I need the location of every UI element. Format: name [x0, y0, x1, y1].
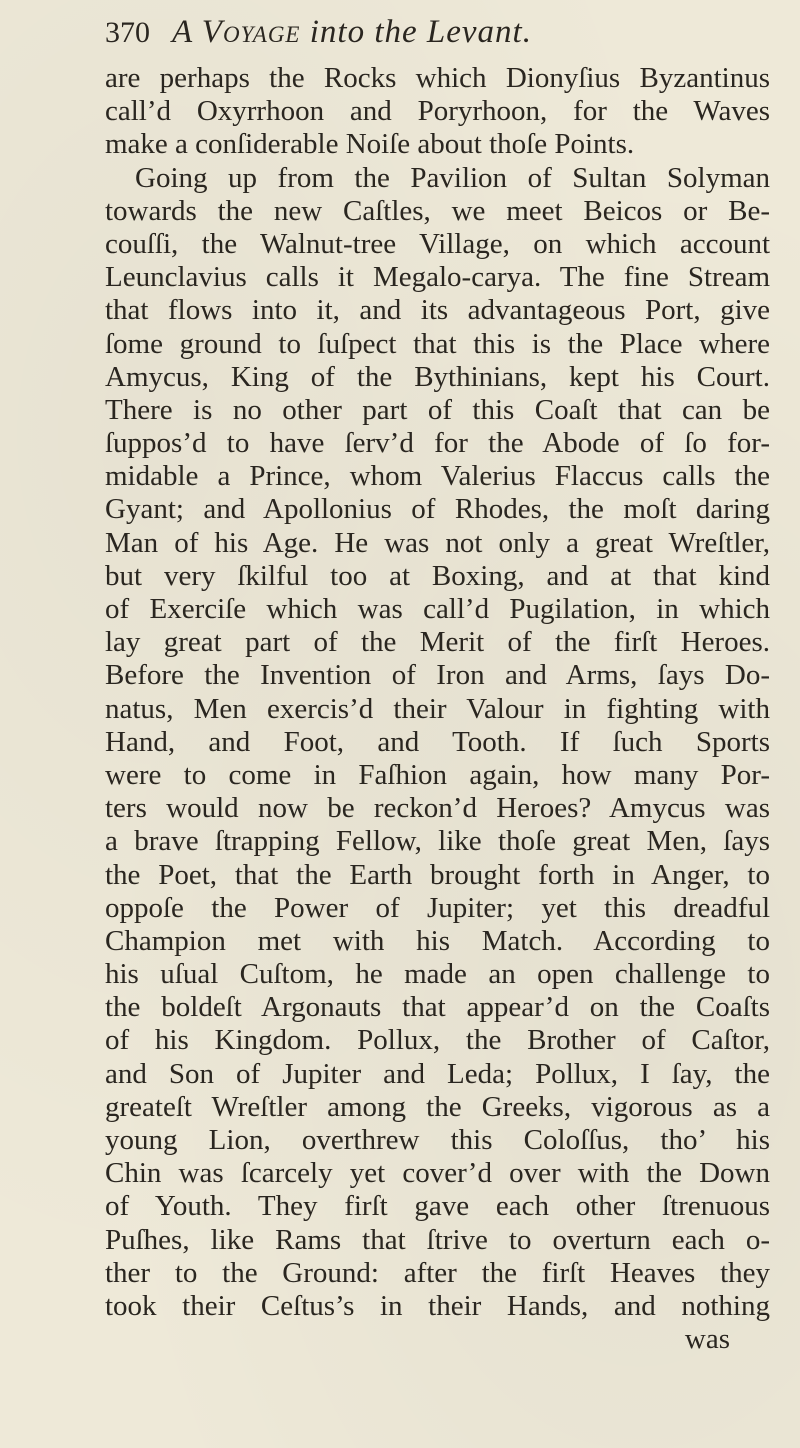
text-line: Man of his Age. He was not only a great Wreſtler, — [105, 526, 770, 559]
text-line: of Youth. They firſt gave each other ſtrenuous — [105, 1190, 770, 1223]
running-title-start: A Voyage — [172, 14, 301, 50]
text-line: Going up from the Pavilion of Sultan Solyman — [135, 161, 770, 194]
text-line: are perhaps the Rocks which Dionyſius Byzantinus — [105, 62, 770, 94]
text-line: ſome ground to ſuſpect that this is the Place where — [105, 327, 770, 360]
running-title-end: into the Levant. — [309, 14, 532, 50]
text-line: took their Ceſtus’s in their Hands, and nothing — [105, 1289, 770, 1322]
text-line: make a conſiderable Noiſe about thoſe Points. — [105, 128, 635, 161]
text-line: lay great part of the Merit of the firſt Heroes. — [105, 626, 770, 659]
text-line: and Son of Jupiter and Leda; Pollux, I ſay, the — [105, 1057, 770, 1090]
body-text — [105, 62, 770, 1323]
text-line: greateſt Wreſtler among the Greeks, vigorous as a — [105, 1090, 770, 1123]
text-line: Amycus, King of the Bythinians, kept his Court. — [105, 360, 770, 393]
text-line: call’d Oxyrrhoon and Poryrhoon, for the Waves — [105, 95, 770, 128]
running-head — [105, 14, 770, 58]
text-line: Champion met with his Match. According to — [105, 924, 770, 957]
text-line: midable a Prince, whom Valerius Flaccus calls the — [105, 460, 770, 493]
text-line: of Exerciſe which was call’d Pugilation, in which — [105, 593, 770, 625]
text-line: the Poet, that the Earth brought forth in Anger, to — [105, 858, 770, 891]
text-line: ters would now be reckon’d Heroes? Amycus was — [105, 792, 770, 825]
text-line: a brave ſtrapping Fellow, like thoſe great Men, ſays — [105, 825, 770, 858]
text-line: Hand, and Foot, and Tooth. If ſuch Sports — [105, 725, 770, 758]
page-number: 370 — [105, 16, 150, 49]
text-line: the boldeſt Argonauts that appear’d on the Coaſts — [105, 991, 770, 1024]
text-line: Before the Invention of Iron and Arms, ſays Do- — [105, 659, 770, 692]
text-line: were to come in Faſhion again, how many Por- — [105, 758, 770, 791]
catchword: was — [684, 1323, 730, 1356]
text-line: young Lion, overthrew this Coloſſus, tho’ his — [105, 1124, 770, 1156]
text-line: towards the new Caſtles, we meet Beicos or Be- — [105, 194, 770, 227]
text-line: Chin was ſcarcely yet cover’d over with the Down — [105, 1157, 770, 1190]
running-title — [172, 14, 532, 51]
text-line: couſſi, the Walnut-tree Village, on which account — [105, 227, 770, 260]
text-line: There is no other part of this Coaſt that can be — [105, 393, 770, 426]
text-line: his uſual Cuſtom, he made an open challenge to — [105, 958, 770, 991]
text-line: natus, Men exercis’d their Valour in fighting with — [105, 692, 770, 725]
text-line: of his Kingdom. Pollux, the Brother of Caſtor, — [105, 1024, 770, 1057]
text-line: Gyant; and Apollonius of Rhodes, the moſt daring — [105, 493, 770, 526]
text-line: that flows into it, and its advantageous Port, give — [105, 294, 770, 327]
text-line: ther to the Ground: after the firſt Heaves they — [105, 1256, 770, 1289]
text-line: but very ſkilful too at Boxing, and at that kind — [105, 559, 770, 592]
text-line: ſuppos’d to have ſerv’d for the Abode of ſo for- — [105, 427, 770, 460]
text-line: oppoſe the Power of Jupiter; yet this dreadful — [105, 891, 770, 924]
text-line: Leunclavius calls it Megalo-carya. The fine Stream — [105, 261, 770, 294]
text-line: Puſhes, like Rams that ſtrive to overturn each o- — [105, 1223, 770, 1256]
